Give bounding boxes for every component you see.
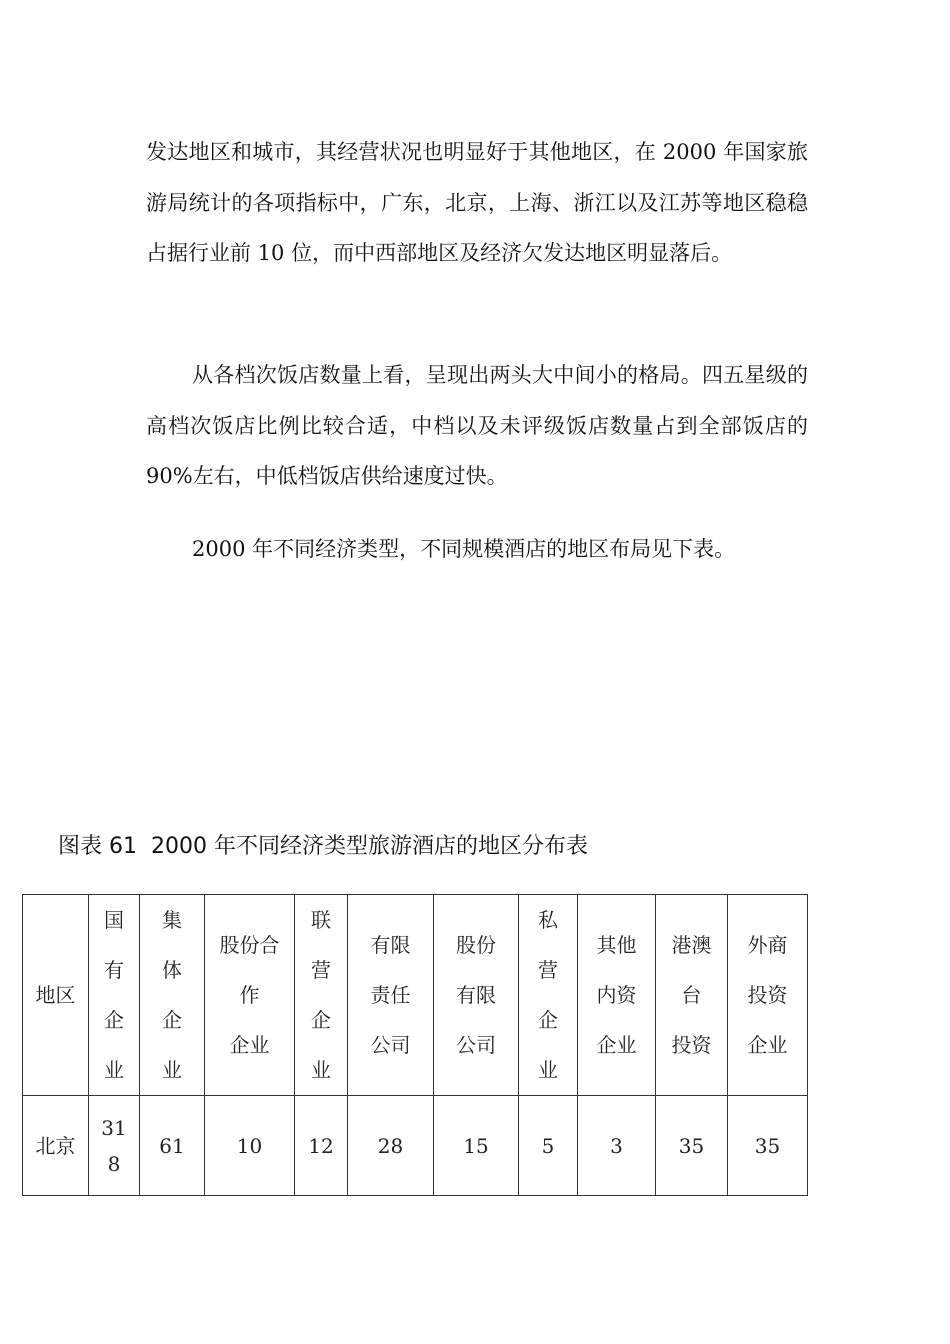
header-joint-stock-limited: 股份 有限 公司 xyxy=(434,895,519,1096)
cell-joint-venture: 12 xyxy=(295,1096,348,1196)
table-caption-title: 2000 年不同经济类型旅游酒店的地区分布表 xyxy=(151,834,588,859)
cell-hk-macau-taiwan: 35 xyxy=(656,1096,728,1196)
cell-collective: 61 xyxy=(140,1096,205,1196)
table-caption xyxy=(58,829,588,865)
table-row xyxy=(23,1096,808,1196)
header-other-domestic: 其他 内资 企业 xyxy=(578,895,656,1096)
cell-joint-stock-cooperative: 10 xyxy=(205,1096,295,1196)
body-paragraph-1: 发达地区和城市，其经营状况也明显好于其他地区，在 2000 年国家旅游局统计的各项指标中，广东，北京，上海、浙江以及江苏等地区稳稳占据行业前 10 位，而中西部地区及经济欠发达地区明显落后。 xyxy=(146,140,808,265)
header-joint-stock-cooperative: 股份合 作 企业 xyxy=(205,895,295,1096)
hotel-distribution-table xyxy=(22,894,808,1196)
body-paragraph-3: 2000 年不同经济类型，不同规模酒店的地区布局见下表。 xyxy=(192,537,736,561)
cell-private: 5 xyxy=(519,1096,578,1196)
cell-region: 北京 xyxy=(23,1096,89,1196)
table-header-row xyxy=(23,895,808,1096)
table-caption-label: 图表 61 xyxy=(58,834,137,859)
header-private: 私 营 企 业 xyxy=(519,895,578,1096)
body-paragraph-2: 从各档次饭店数量上看，呈现出两头大中间小的格局。四五星级的高档次饭店比例比较合适，中档以及未评级饭店数量占到全部饭店的 90%左右，中低档饭店供给速度过快。 xyxy=(146,363,808,488)
header-limited-liability: 有限 责任 公司 xyxy=(348,895,434,1096)
cell-joint-stock-limited: 15 xyxy=(434,1096,519,1196)
header-collective: 集 体 企 业 xyxy=(140,895,205,1096)
cell-state-owned: 31 8 xyxy=(89,1096,140,1196)
header-foreign-invested: 外商 投资 企业 xyxy=(728,895,808,1096)
header-joint-venture: 联 营 企 业 xyxy=(295,895,348,1096)
header-state-owned: 国 有 企 业 xyxy=(89,895,140,1096)
header-hk-macau-taiwan: 港澳 台 投资 xyxy=(656,895,728,1096)
header-region: 地区 xyxy=(23,895,89,1096)
cell-other-domestic: 3 xyxy=(578,1096,656,1196)
cell-foreign-invested: 35 xyxy=(728,1096,808,1196)
cell-limited-liability: 28 xyxy=(348,1096,434,1196)
